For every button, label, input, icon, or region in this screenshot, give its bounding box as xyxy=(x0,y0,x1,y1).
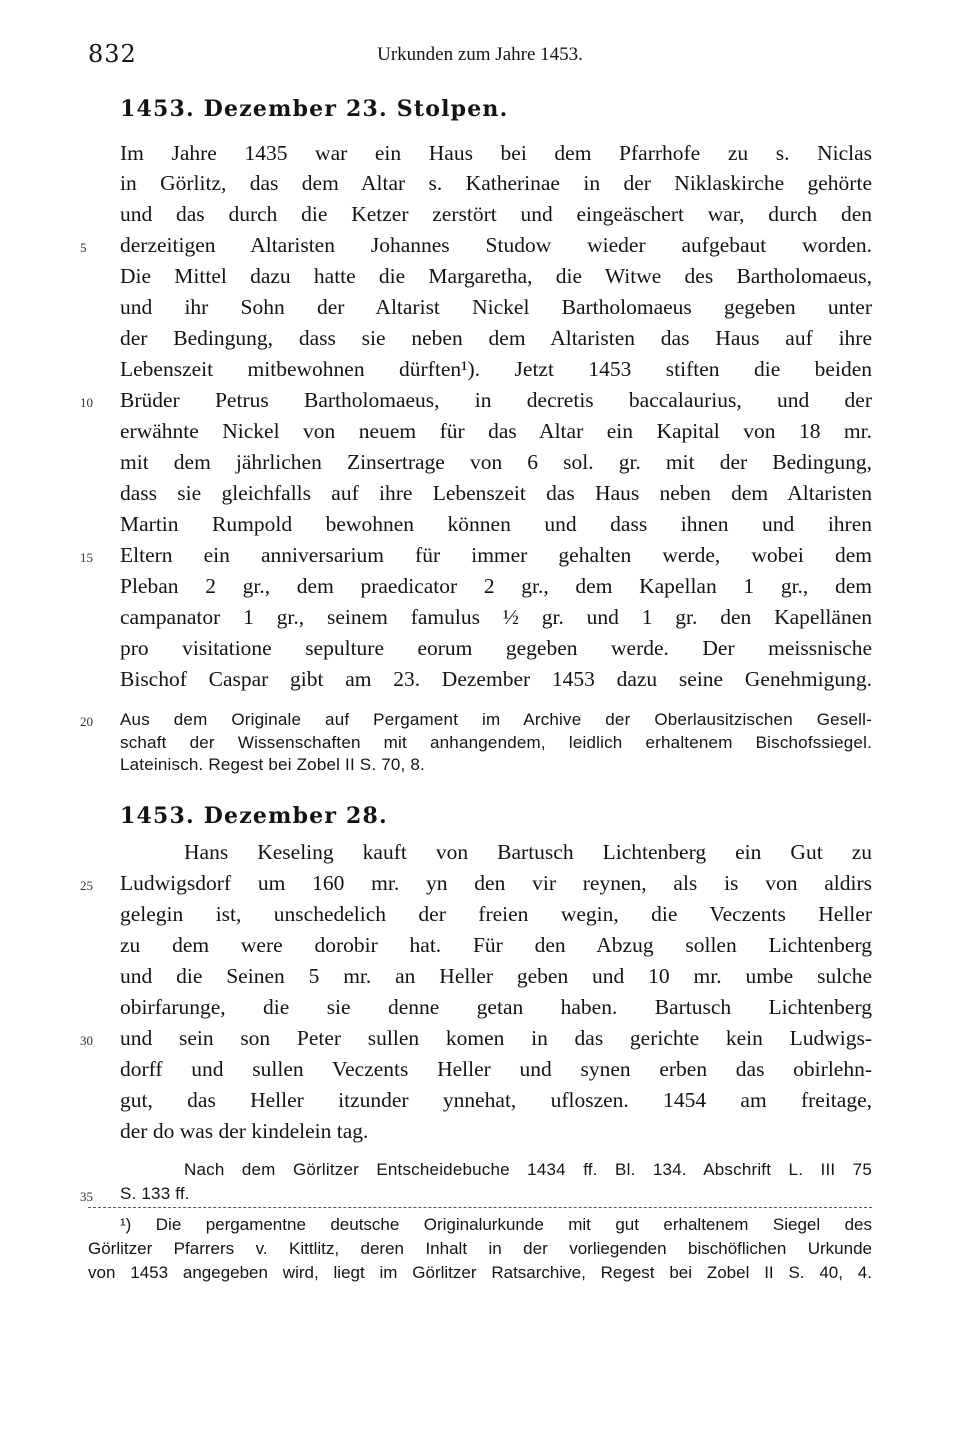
text-line: und sein son Peter sullen komen in das gerichte kein Ludwigs- xyxy=(120,1026,872,1050)
text-line: Martin Rumpold bewohnen können und dass ihnen und ihren xyxy=(120,512,872,536)
text-line: erwähnte Nickel von neuem für das Altar ein Kapital von 18 mr. xyxy=(120,419,872,443)
text-line: Im Jahre 1435 war ein Haus bei dem Pfarrhofe zu s. Niclas xyxy=(120,141,872,165)
line-number: 20 xyxy=(80,714,93,729)
text-line: Hans Keseling kauft von Bartusch Lichtenberg ein Gut zu xyxy=(184,840,872,864)
page-number: 832 xyxy=(88,40,137,68)
text-line: und ihr Sohn der Altarist Nickel Bartholomaeus gegeben unter xyxy=(120,295,872,319)
text-line: Ludwigsdorf um 160 mr. yn den vir reynen, als is von aldirs xyxy=(120,871,872,895)
text-line: gelegin ist, unschedelich der freien wegin, die Veczents Heller xyxy=(120,902,872,926)
text-line: dass sie gleichfalls auf ihre Lebenszeit das Haus neben dem Altaristen xyxy=(120,481,872,505)
source-note-line: S. 133 ff. xyxy=(120,1184,190,1203)
source-note-line: schaft der Wissenschaften mit anhangendem, leidlich erhaltenem Bischofssiegel. xyxy=(120,733,872,752)
text-line: mit dem jährlichen Zinsertrage von 6 sol. gr. mit der Bedingung, xyxy=(120,450,872,474)
text-line: Lebenszeit mitbewohnen dürften¹). Jetzt 1453 stiften die beiden xyxy=(120,357,872,381)
text-line: und das durch die Ketzer zerstört und eingeäschert war, durch den xyxy=(120,202,872,226)
line-number: 30 xyxy=(80,1033,93,1048)
text-line: der Bedingung, dass sie neben dem Altaristen das Haus auf ihre xyxy=(120,326,872,350)
footnote-line: von 1453 angegeben wird, liegt im Görlitzer Ratsarchive, Regest bei Zobel II S. 40, 4. xyxy=(88,1263,872,1282)
text-line: Die Mittel dazu hatte die Margaretha, die Witwe des Bartholomaeus, xyxy=(120,264,872,288)
text-line: gut, das Heller itzunder ynnehat, ufloszen. 1454 am freitage, xyxy=(120,1088,872,1112)
text-line: Brüder Petrus Bartholomaeus, in decretis baccalaurius, und der xyxy=(120,388,872,412)
running-head xyxy=(0,40,960,70)
line-number: 10 xyxy=(80,395,93,410)
line-number: 5 xyxy=(80,240,87,255)
text-line: dorff und sullen Veczents Heller und synen erben das obirlehn- xyxy=(120,1057,872,1081)
footnote-line: Görlitzer Pfarrers v. Kittlitz, deren Inhalt in der vorliegenden bischöflichen Urkunde xyxy=(88,1239,872,1258)
text-line: campanator 1 gr., seinem famulus ½ gr. und 1 gr. den Kapellänen xyxy=(120,605,872,629)
text-line: derzeitigen Altaristen Johannes Studow wieder aufgebaut worden. xyxy=(120,233,872,257)
text-line: pro visitatione sepulture eorum gegeben werde. Der meissnische xyxy=(120,636,872,660)
running-title: Urkunden zum Jahre 1453. xyxy=(377,44,583,65)
text-line: in Görlitz, das dem Altar s. Katherinae in der Niklaskirche gehörte xyxy=(120,171,872,195)
source-note-line: Nach dem Görlitzer Entscheidebuche 1434 ff. Bl. 134. Abschrift L. III 75 xyxy=(184,1160,872,1179)
text-line: der do was der kindelein tag. xyxy=(120,1119,369,1143)
text-line: Pleban 2 gr., dem praedicator 2 gr., dem Kapellan 1 gr., dem xyxy=(120,574,872,598)
line-number: 35 xyxy=(80,1189,93,1204)
source-note-line: Aus dem Originale auf Pergament im Archive der Oberlausitzischen Gesell- xyxy=(120,710,872,729)
text-line: Eltern ein anniversarium für immer gehalten werde, wobei dem xyxy=(120,543,872,567)
footnote-divider xyxy=(88,1207,872,1208)
source-note-line: Lateinisch. Regest bei Zobel II S. 70, 8. xyxy=(120,755,425,774)
entry-heading: 1453. Dezember 23. Stolpen. xyxy=(120,96,509,122)
line-number: 25 xyxy=(80,878,93,893)
text-line: zu dem were dorobir hat. Für den Abzug sollen Lichtenberg xyxy=(120,933,872,957)
text-line: Bischof Caspar gibt am 23. Dezember 1453 dazu seine Genehmigung. xyxy=(120,667,872,691)
footnote-line: ¹) Die pergamentne deutsche Originalurkunde mit gut erhaltenem Siegel des xyxy=(120,1215,872,1234)
text-line: obirfarunge, die sie denne getan haben. Bartusch Lichtenberg xyxy=(120,995,872,1019)
entry-heading: 1453. Dezember 28. xyxy=(120,803,388,829)
line-number: 15 xyxy=(80,550,93,565)
text-line: und die Seinen 5 mr. an Heller geben und 10 mr. umbe sulche xyxy=(120,964,872,988)
